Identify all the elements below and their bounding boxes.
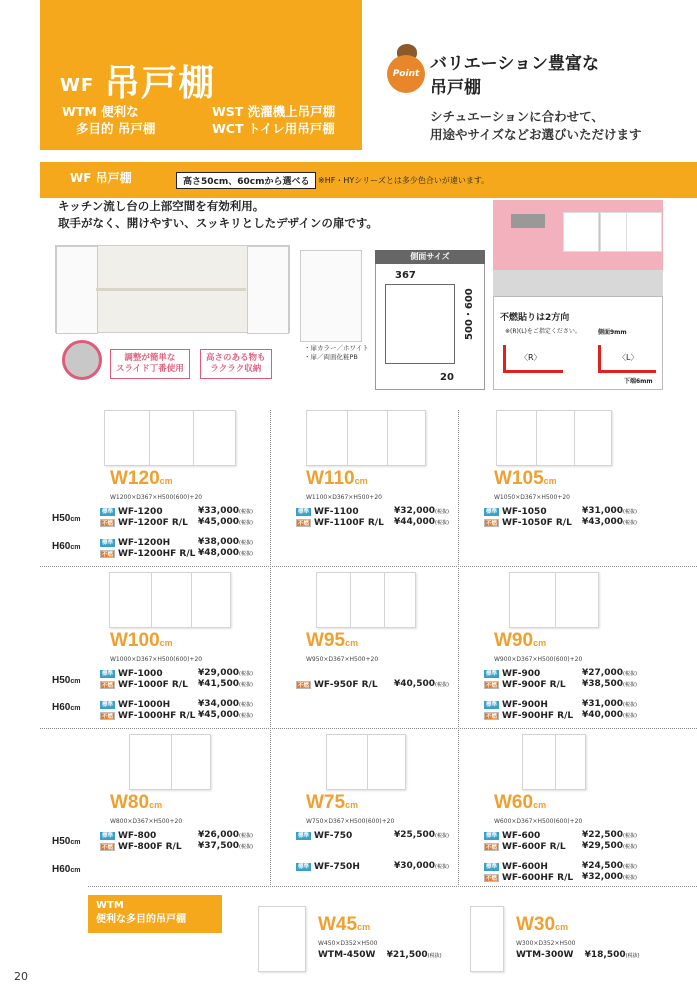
color-note: ※HF・HYシリーズとは多少色合いが違います。 [318,176,490,185]
h60-label: H60cm [52,864,81,875]
fire-edge-l [598,345,656,373]
side-width: 367 [395,270,416,281]
tag-fire: 不燃 [297,520,309,527]
product-image [129,734,211,790]
tag-std: 標準 [485,701,497,708]
point-badge: Point [387,55,425,93]
tag-fire: 不燃 [101,713,113,720]
product-dimensions: W1100×D367×H500+20 [306,494,382,501]
wtm-450-image [258,906,306,972]
model-row: 不燃 WF-600F R/L [485,841,566,852]
price: ¥22,500(税抜) [582,830,637,840]
grid-line [458,410,459,885]
product-width: W60cm [494,792,547,813]
h50-label: H50cm [52,513,81,524]
tag-std: 標準 [485,863,497,870]
product-width: W110cm [306,468,368,489]
grid-line [40,566,697,567]
product-image [104,410,236,466]
price: ¥31,000(税抜) [582,506,637,516]
product-width: W95cm [306,630,359,651]
callout-tall: 高さのある物も ラクラク収納 [200,349,272,379]
product-dimensions: W800×D367×H500+20 [110,818,183,825]
price: ¥29,000(税抜) [198,668,253,678]
tag-fire: 不燃 [485,875,497,882]
tag-std: 標準 [297,832,309,839]
fire-sub: ※(R)(L)をご指定ください。 [505,328,581,335]
fire-side: 側面9mm [598,329,627,336]
model-row: 不燃 WF-600HF R/L [485,872,574,883]
tag-fire: 不燃 [485,520,497,527]
product-width: W120cm [110,468,173,489]
fire-title: 不燃貼りは2方向 [500,313,570,323]
product-dimensions: W600×D367×H500(600)+20 [494,818,583,825]
sub2b: WCT トイレ用吊戸棚 [212,121,335,136]
tag-fire: 不燃 [485,713,497,720]
model-row: 不燃 WF-900F R/L [485,679,566,690]
model-row: 標準 WF-1200 [101,506,163,517]
wtm-450-dim: W450×D352×H500 [318,940,378,947]
model-row: 標準 WF-750H [297,861,360,872]
wtm-300-model: WTM-300W ¥18,500(税抜) [516,950,640,960]
model-row: 標準 WF-600 [485,830,541,841]
model-row: 不燃 WF-1200HF R/L [101,548,196,559]
tag-std: 標準 [485,832,497,839]
open-cabinet-image [55,245,290,333]
page-title: WF 吊戸棚 [60,63,216,104]
tag-fire: 不燃 [485,682,497,689]
grid-line [88,886,697,887]
wtm-header: WTM 便利な多目的吊戸棚 [88,895,222,933]
tag-fire: 不燃 [485,844,497,851]
model-row: 不燃 WF-1100F R/L [297,517,384,528]
price: ¥43,000(税抜) [582,517,637,527]
model-row: 標準 WF-1050 [485,506,547,517]
price: ¥48,000(税抜) [198,548,253,558]
model-row: 不燃 WF-1000F R/L [101,679,188,690]
wst-subtitle [212,103,335,137]
h60-label: H60cm [52,702,81,713]
product-image [509,572,599,628]
tag-fire: 不燃 [101,682,113,689]
model-row: 不燃 WF-950F R/L [297,679,378,690]
kitchen-photo [493,200,663,296]
price: ¥45,000(税抜) [198,710,253,720]
tag-std: 標準 [101,832,113,839]
product-width: W100cm [110,630,173,651]
tag-std: 標準 [485,670,497,677]
tag-fire: 不燃 [101,844,113,851]
price: ¥40,500(税抜) [394,679,449,689]
price: ¥44,000(税抜) [394,517,449,527]
sub1a: WTM 便利な [62,104,139,119]
product-image [109,572,231,628]
side-height: 500・600 [464,288,475,340]
side-bottom: 20 [440,372,454,383]
page-number: 20 [14,970,28,983]
product-width: W80cm [110,792,163,813]
intro-text: キッチン流し台の上部空間を有効利用。 取手がなく、開けやすい、スッキリとしたデザインの扉です。 [58,199,378,230]
tag-fire: 不燃 [101,551,113,558]
model-row: 標準 WF-900 [485,668,541,679]
model-row: 不燃 WF-900HF R/L [485,710,574,721]
model-row: 標準 WF-750 [297,830,353,841]
product-width: W75cm [306,792,359,813]
product-width: W105cm [494,468,557,489]
model-row: 標準 WF-1000 [101,668,163,679]
model-row: 不燃 WF-1200F R/L [101,517,188,528]
model-row: 標準 WF-1100 [297,506,359,517]
price: ¥40,000(税抜) [582,710,637,720]
product-dimensions: W750×D367×H500(600)+20 [306,818,395,825]
price: ¥30,000(税抜) [394,861,449,871]
tag-std: 標準 [101,539,113,546]
model-row: 標準 WF-900H [485,699,548,710]
price: ¥25,500(税抜) [394,830,449,840]
tag-fire: 不燃 [101,520,113,527]
sub2a: WST 洗濯機上吊戸棚 [212,104,336,119]
product-dimensions: W1050×D367×H500+20 [494,494,570,501]
tag-std: 標準 [297,508,309,515]
price: ¥32,000(税抜) [394,506,449,516]
height-choice-box: 高さ50cm、60cmから選べる [176,172,316,189]
tag-std: 標準 [485,508,497,515]
wtm-450-model: WTM-450W ¥21,500(税抜) [318,950,442,960]
fire-bottom: 下端6mm [624,378,653,385]
model-row: 不燃 WF-1050F R/L [485,517,572,528]
price: ¥38,000(税抜) [198,537,253,547]
wtm-300-width: W30cm [516,914,569,935]
callout-hinge: 調整が簡単な スライド丁番使用 [110,349,190,379]
product-image [326,734,406,790]
tag-std: 標準 [101,670,113,677]
h60-label: H60cm [52,541,81,552]
model-row: 不燃 WF-800F R/L [101,841,182,852]
tag-std: 標準 [297,863,309,870]
price: ¥34,000(税抜) [198,699,253,709]
price: ¥24,500(税抜) [582,861,637,871]
side-size-label: 側面サイズ [375,250,485,264]
product-dimensions: W900×D367×H500(600)+20 [494,656,583,663]
door-panel-image [300,250,362,342]
sub1b: 多目的 吊戸棚 [76,121,156,136]
wtm-300-dim: W300×D352×H500 [516,940,576,947]
grid-line [270,410,271,885]
side-outline [385,284,455,364]
product-width: W90cm [494,630,547,651]
price: ¥41,500(税抜) [198,679,253,689]
price: ¥45,000(税抜) [198,517,253,527]
model-row: 不燃 WF-1000HF R/L [101,710,196,721]
product-dimensions: W950×D367×H500+20 [306,656,379,663]
grid-line [40,728,697,729]
point-desc: シチュエーションに合わせて、 用途やサイズなどお選びいただけます [430,109,642,142]
tag-std: 標準 [101,701,113,708]
product-image [496,410,612,466]
product-image [522,734,586,790]
fire-r: 〈R〉 [520,353,542,362]
h50-label: H50cm [52,675,81,686]
fire-edge-r [503,345,563,373]
price: ¥32,000(税抜) [582,872,637,882]
model-row: 標準 WF-1000H [101,699,171,710]
fire-l: 〈L〉 [618,353,639,362]
wtm-300-image [470,906,504,972]
h50-label: H50cm [52,836,81,847]
hinge-closeup-image [62,340,102,380]
model-row: 標準 WF-800 [101,830,157,841]
wtm-subtitle [62,103,155,137]
product-image [316,572,416,628]
product-dimensions: W1000×D367×H500(600)+20 [110,656,203,663]
product-image [306,410,426,466]
price: ¥37,500(税抜) [198,841,253,851]
price: ¥31,000(税抜) [582,699,637,709]
price: ¥38,500(税抜) [582,679,637,689]
product-dimensions: W1200×D367×H500(600)+20 [110,494,203,501]
price: ¥29,500(税抜) [582,841,637,851]
section-label: WF 吊戸棚 [70,171,132,185]
tag-std: 標準 [101,508,113,515]
wtm-450-width: W45cm [318,914,371,935]
price: ¥26,000(税抜) [198,830,253,840]
tag-fire: 不燃 [297,682,309,689]
price: ¥33,000(税抜) [198,506,253,516]
point-title: バリエーション豊富な 吊戸棚 [430,54,599,98]
model-row: 標準 WF-1200H [101,537,171,548]
panel-note: ・扉カラー／ホワイト ・扉／両面化粧PB [304,344,369,361]
model-row: 標準 WF-600H [485,861,548,872]
price: ¥27,000(税抜) [582,668,637,678]
